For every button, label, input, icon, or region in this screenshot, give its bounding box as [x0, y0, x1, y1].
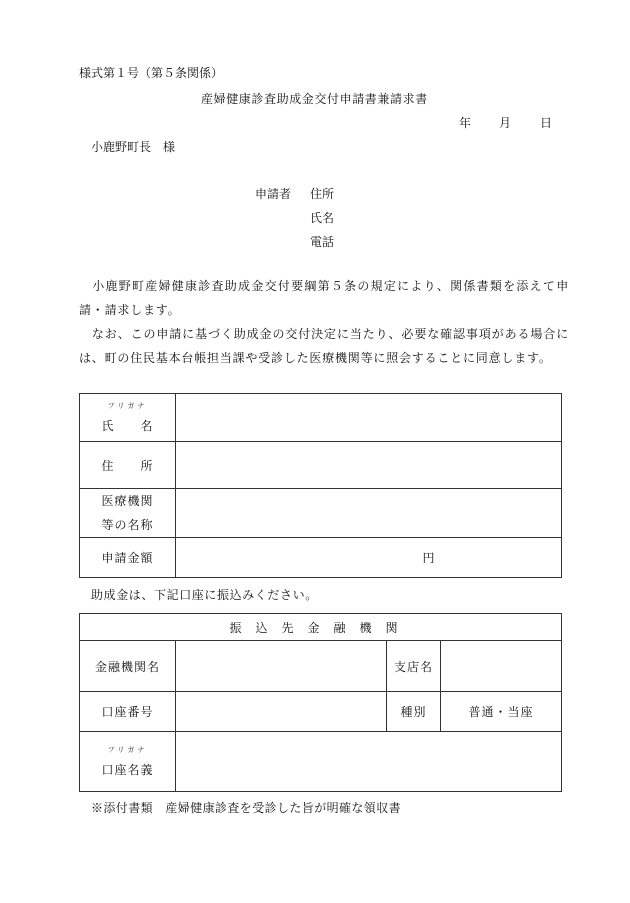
account-holder-field[interactable]: [176, 732, 562, 792]
body-paragraph-1: 小鹿野町産婦健康診査助成金交付要綱第５条の規定により、関係書類を添えて申請・請求します。: [79, 279, 569, 317]
table-row: [80, 614, 562, 641]
date-month: 月: [499, 116, 512, 130]
table-row: [80, 732, 562, 792]
account-number-field[interactable]: [176, 692, 387, 732]
bank-header: 振込先金融機関: [80, 614, 562, 641]
table-row: [80, 538, 562, 578]
account-type-label: 種別: [387, 692, 441, 732]
bank-name-label: 金融機関名: [80, 641, 176, 692]
attachment-note: ※添付書類 産婦健康診査を受診した旨が明確な領収書: [91, 801, 402, 815]
table-row: [80, 394, 562, 442]
branch-label: 支店名: [387, 641, 441, 692]
branch-field[interactable]: [441, 641, 562, 692]
medical-label-line2: 等の名称: [101, 518, 154, 532]
medical-institution-label-cell: [80, 489, 176, 538]
medical-label-line1: 医療機関: [101, 494, 154, 508]
bank-name-field[interactable]: [176, 641, 387, 692]
address-field[interactable]: [176, 442, 562, 489]
account-holder-label: 口座名義: [101, 763, 154, 777]
account-type-value[interactable]: 普通・当座: [441, 692, 562, 732]
medical-institution-field[interactable]: [176, 489, 562, 538]
transfer-note: 助成金は、下記口座に振込みください。: [91, 588, 318, 602]
addressee: 小鹿野町長 様: [91, 140, 176, 154]
applicant-label: 申請者: [255, 187, 292, 201]
bank-table: [79, 613, 562, 792]
amount-label: 申請金額: [80, 538, 176, 578]
applicant-name-label: 氏名: [310, 211, 335, 225]
amount-field[interactable]: [176, 538, 562, 578]
yen-unit: 円: [422, 551, 435, 565]
address-label: 住 所: [80, 442, 176, 489]
furigana-label: フリガナ: [107, 402, 148, 410]
name-field[interactable]: [176, 394, 562, 442]
account-holder-label-cell: [80, 732, 176, 792]
applicant-address-label: 住所: [310, 187, 335, 201]
date-day: 日: [540, 116, 553, 130]
page-title: 産婦健康診査助成金交付申請書兼請求書: [201, 92, 428, 106]
table-row: [80, 692, 562, 732]
applicant-table: [79, 393, 562, 578]
table-row: [80, 641, 562, 692]
name-label-cell: [80, 394, 176, 442]
table-row: [80, 442, 562, 489]
name-label: 氏 名: [101, 419, 154, 433]
account-number-label: 口座番号: [80, 692, 176, 732]
body-paragraph-2: なお、この申請に基づく助成金の交付決定に当たり、必要な確認事項がある場合には、町の住民基本台帳担当課や受診した医療機関等に照会することに同意します。: [79, 327, 569, 365]
applicant-phone-label: 電話: [310, 235, 335, 249]
date-year: 年: [459, 116, 472, 130]
furigana-label: フリガナ: [107, 746, 148, 754]
form-number: 様式第１号（第５条関係）: [79, 66, 224, 80]
table-row: [80, 489, 562, 538]
